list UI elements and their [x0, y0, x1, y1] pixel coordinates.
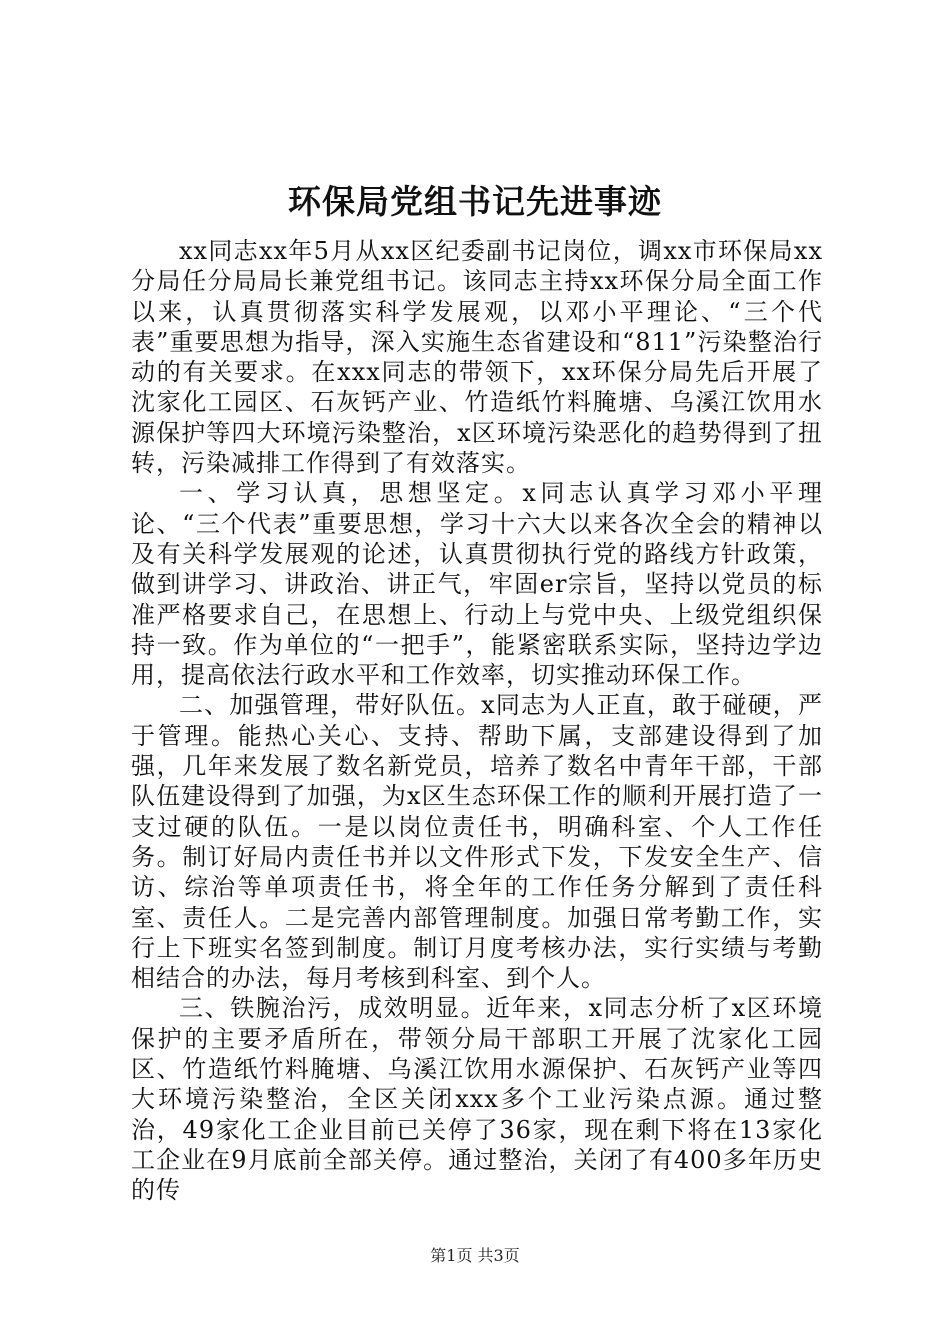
- document-title: 环保局党组书记先进事迹: [288, 182, 662, 221]
- document-body: [131, 236, 823, 1206]
- paragraph-section-2: 二、加强管理，带好队伍。x同志为人正直，敢于碰硬，严于管理。能热心关心、支持、帮助下属，支部建设得到了加强，几年来发展了数名新党员，培养了数名中青年干部，干部队伍建设得到了加强，为x区生态环保工作的顺利开展打造了一支过硬的队伍。一是以岗位责任书，明确科室、个人工作任务。制订好局内责任书并以文件形式下发，下发安全生产、信访、综治等单项责任书，将全年的工作任务分解到了责任科室、责任人。二是完善内部管理制度。加强日常考勤工作，实行上下班实名签到制度。制订月度考核办法，实行实绩与考勤相结合的办法，每月考核到科室、到个人。: [131, 691, 823, 993]
- paragraph-section-3: 三、铁腕治污，成效明显。近年来，x同志分析了x区环境保护的主要矛盾所在，带领分局干部职工开展了沈家化工园区、竹造纸竹料腌塘、乌溪江饮用水源保护、石灰钙产业等四大环境污染整治，全区关闭xxx多个工业污染点源。通过整治，49家化工企业目前已关停了36家，现在剩下将在13家化工企业在9月底前全部关停。通过整治，关闭了有400多年历史的传: [131, 994, 823, 1205]
- paragraph-intro: xx同志xx年5月从xx区纪委副书记岗位，调xx市环保局xx分局任分局局长兼党组书记。该同志主持xx环保分局全面工作以来，认真贯彻落实科学发展观，以邓小平理论、“三个代表”重要思想为指导，深入实施生态省建设和“811”污染整治行动的有关要求。在xxx同志的带领下，xx环保分局先后开展了沈家化工园区、石灰钙产业、竹造纸竹料腌塘、乌溪江饮用水源保护等四大环境污染整治，x区环境污染恶化的趋势得到了扭转，污染减排工作得到了有效落实。: [131, 237, 823, 478]
- page-number-footer: 第1页 共3页: [430, 1246, 520, 1265]
- paragraph-section-1: 一、学习认真，思想坚定。x同志认真学习邓小平理论、“三个代表”重要思想，学习十六大以来各次全会的精神以及有关科学发展观的论述，认真贯彻执行党的路线方针政策，做到讲学习、讲政治、讲正气，牢固er宗旨，坚持以党员的标准严格要求自己，在思想上、行动上与党中央、上级党组织保持一致。作为单位的“一把手”，能紧密联系实际，坚持边学边用，提高依法行政水平和工作效率，切实推动环保工作。: [131, 479, 823, 690]
